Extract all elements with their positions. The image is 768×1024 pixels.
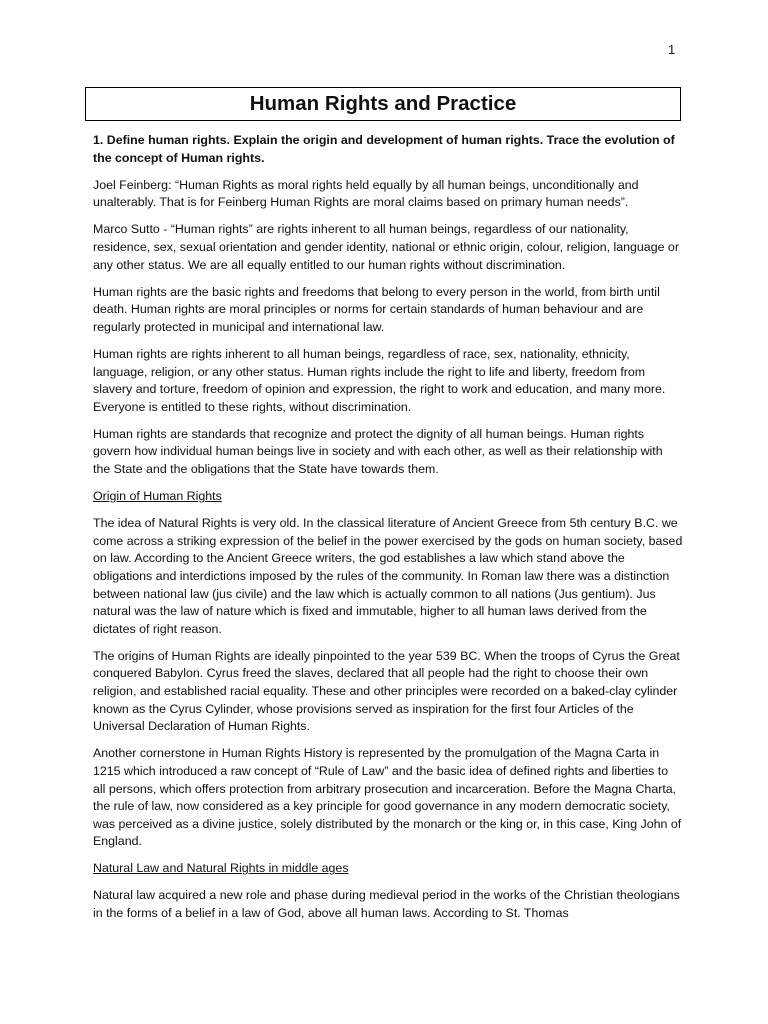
paragraph-standards: Human rights are standards that recognize and protect the dignity of all human beings. Human rights govern how individual human beings live in society and with each other, as well as their relationship with the State and the obligations that the State have towards them.: [93, 426, 663, 476]
paragraph-natural-rights: The idea of Natural Rights is very old. In the classical literature of Ancient Greece from 5th century B.C. we come across a striking expression of the belief in the power exercised by the gods on human society, based on law. According to the Ancient Greece writers, the god establishes a law which stand above the obligations and interdictions imposed by the rules of the community. In Roman law there was a distinction between national law (jus civile) and the law which is actually common to all nations (Jus gentium). Jus natural was the law of nature which is fixed and immutable, higher to all human laws derived from the dictates of right reason.: [93, 516, 683, 636]
section-heading-origin: Origin of Human Rights: [93, 489, 222, 504]
document-body: [93, 132, 683, 932]
paragraph-sutto: Marco Sutto - “Human rights” are rights inherent to all human beings, regardless of our nationality, residence, sex, sexual orientation and gender identity, national or ethnic origin, colour, religion, language or any other status. We are all equally entitled to our human rights without discrimination.: [93, 222, 679, 272]
paragraph-magna-carta: Another cornerstone in Human Rights History is represented by the promulgation of the Magna Carta in 1215 which introduced a raw concept of “Rule of Law” and the basic idea of defined rights and liberties to all persons, which offers protection from arbitrary prosecution and incarceration. Before the Magna Charta, the rule of law, now considered as a key principle for good governance in any modern democratic society, was perceived as a divine justice, solely distributed by the monarch or the king or, in this case, King John of England.: [93, 746, 682, 849]
paragraph-inherent-rights: Human rights are rights inherent to all human beings, regardless of race, sex, nationality, ethnicity, language, religion, or any other status. Human rights include the right to life and liberty, freedom from slavery and torture, freedom of opinion and expression, the right to work and education, and many more. Everyone is entitled to these rights, without discrimination.: [93, 346, 666, 414]
paragraph-basic-rights: Human rights are the basic rights and freedoms that belong to every person in the world, from birth until death. Human rights are moral principles or norms for certain standards of human behaviour and are regularly protected in municipal and international law.: [93, 284, 660, 334]
paragraph-medieval: Natural law acquired a new role and phase during medieval period in the works of the Christian theologians in the forms of a belief in a law of God, above all human laws. According to St. Thomas: [93, 888, 680, 921]
paragraph-feinberg: Joel Feinberg: “Human Rights as moral rights held equally by all human beings, unconditionally and unalterably. That is for Feinberg Human Rights are moral claims based on primary human needs”.: [93, 177, 639, 210]
section-heading-natural-law: Natural Law and Natural Rights in middle ages: [93, 861, 349, 876]
document-title: Human Rights and Practice: [249, 92, 517, 115]
paragraph-cyrus: The origins of Human Rights are ideally pinpointed to the year 539 BC. When the troops of Cyrus the Great conquered Babylon. Cyrus freed the slaves, declared that all people had the right to choose their own religion, and established racial equality. These and other principles were recorded on a baked-clay cylinder known as the Cyrus Cylinder, whose provisions served as inspiration for the first four Articles of the Universal Declaration of Human Rights.: [93, 648, 680, 734]
question-text: 1. Define human rights. Explain the origin and development of human rights. Trace the evolution of the concept of Human rights.: [93, 133, 675, 165]
title-box: [85, 87, 681, 121]
page-number: 1: [668, 42, 676, 57]
